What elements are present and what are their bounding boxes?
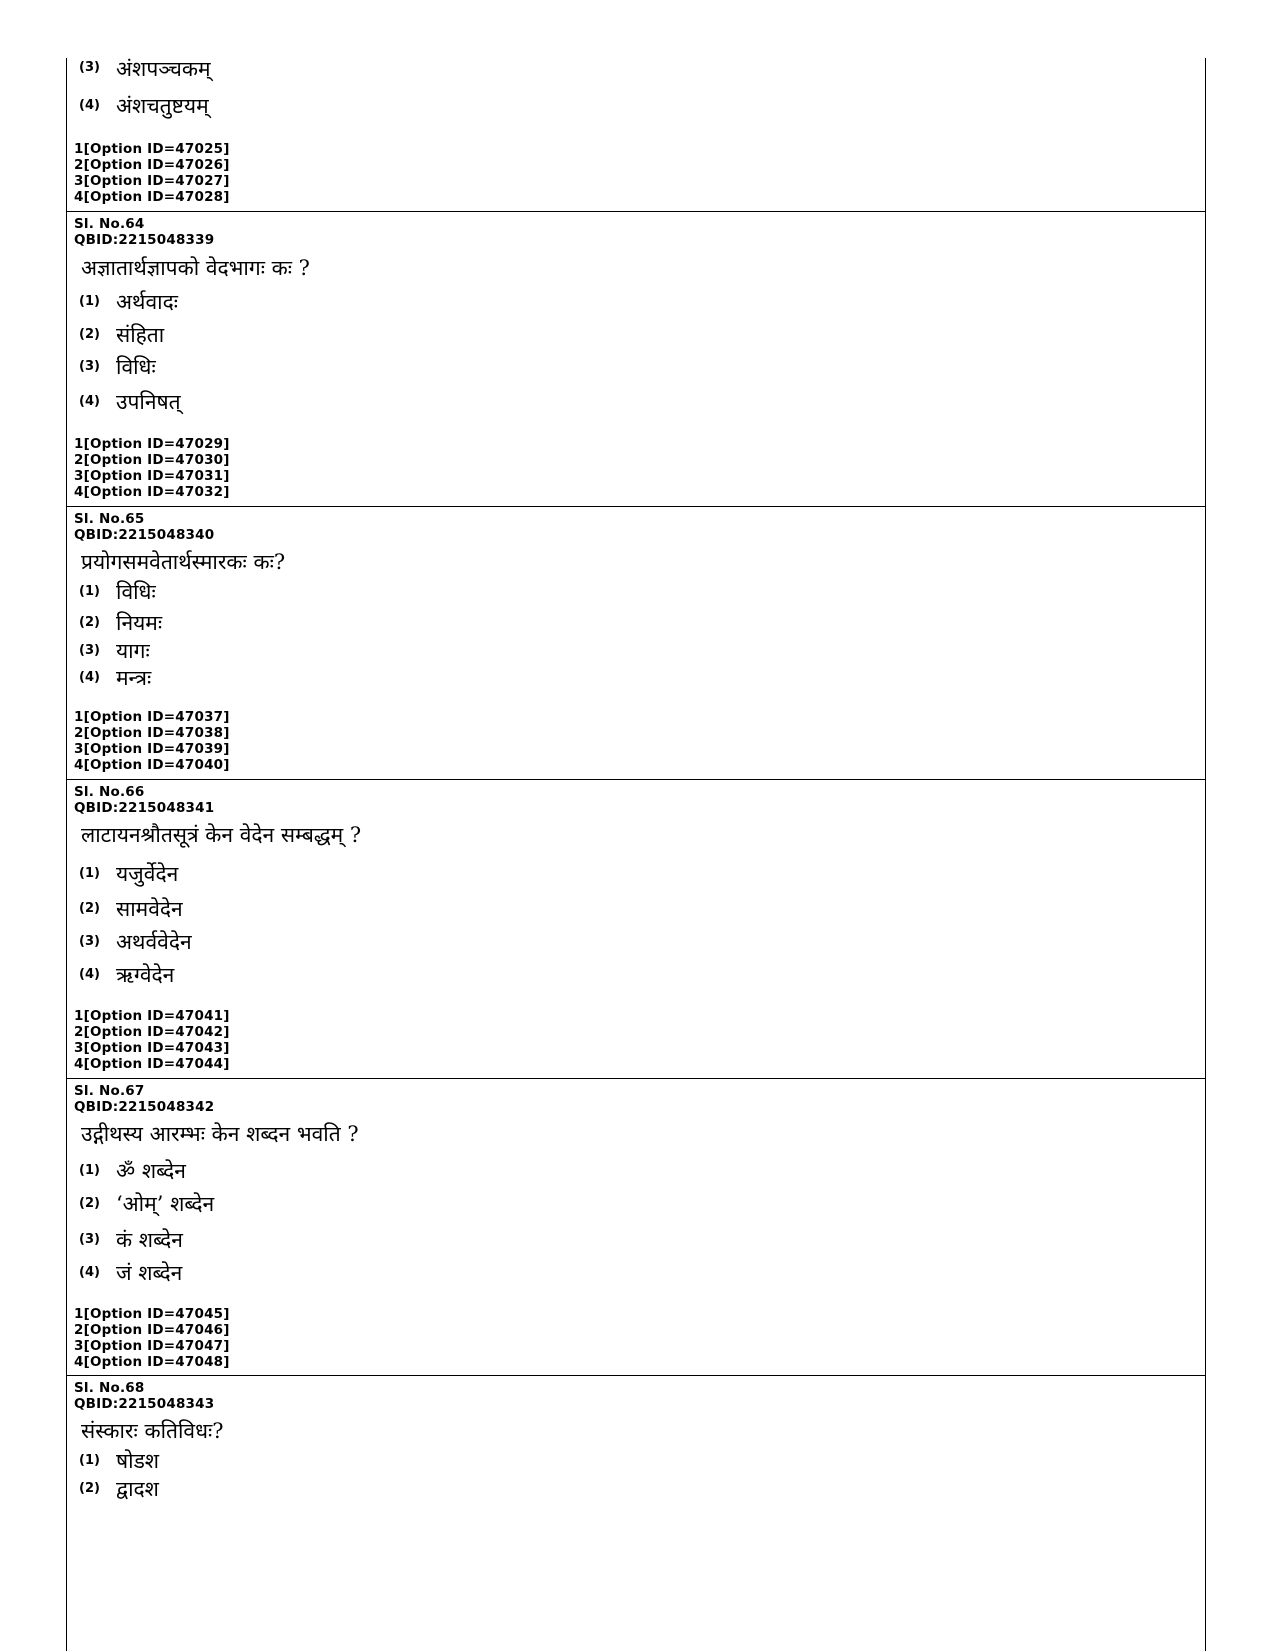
option-text: यजुर्वेदेन [116, 862, 179, 886]
question-text: अज्ञातार्थज्ञापको वेदभागः कः ? [81, 256, 310, 280]
qbid: QBID:2215048343 [74, 1396, 215, 1412]
option-number: (4) [79, 394, 100, 409]
option-number: (1) [79, 294, 100, 309]
option-text: अर्थवादः [116, 290, 178, 314]
question-text: प्रयोगसमवेतार्थस्मारकः कः? [81, 550, 286, 574]
serial-number: Sl. No.66 [74, 784, 145, 800]
option-id: 1[Option ID=47045] [74, 1306, 230, 1322]
option-number: (3) [79, 359, 100, 374]
option-number: (4) [79, 670, 100, 685]
option-number: (4) [79, 1265, 100, 1280]
option-id: 2[Option ID=47046] [74, 1322, 230, 1338]
question-block-65 [67, 507, 1205, 780]
question-text: लाटायनश्रौतसूत्रं केन वेदेन सम्बद्धम् ? [81, 823, 362, 847]
option-id: 4[Option ID=47040] [74, 757, 230, 773]
serial-number: Sl. No.64 [74, 216, 145, 232]
option-id-list [74, 141, 230, 205]
option-text: ‘ओम्’ शब्देन [116, 1192, 215, 1216]
option-number: (2) [79, 615, 100, 630]
option-text: नियमः [116, 611, 163, 635]
option-id: 4[Option ID=47044] [74, 1056, 230, 1072]
option-id-list [74, 436, 230, 500]
question-block-64 [67, 212, 1205, 507]
question-block-63 [67, 58, 1205, 212]
option-id: 3[Option ID=47043] [74, 1040, 230, 1056]
option-number: (2) [79, 1481, 100, 1496]
qbid: QBID:2215048339 [74, 232, 215, 248]
option-number: (1) [79, 1453, 100, 1468]
option-text: द्वादश [116, 1477, 159, 1501]
option-number: (2) [79, 1196, 100, 1211]
option-id: 4[Option ID=47048] [74, 1354, 230, 1370]
serial-number: Sl. No.67 [74, 1083, 145, 1099]
qbid: QBID:2215048342 [74, 1099, 215, 1115]
option-id: 3[Option ID=47027] [74, 173, 230, 189]
option-id-list [74, 709, 230, 773]
question-block-68 [67, 1376, 1205, 1651]
option-id: 1[Option ID=47025] [74, 141, 230, 157]
option-text: ॐ शब्देन [116, 1159, 186, 1183]
option-id: 2[Option ID=47030] [74, 452, 230, 468]
option-number: (2) [79, 327, 100, 342]
option-number: (1) [79, 1163, 100, 1178]
option-text: यागः [116, 639, 150, 663]
serial-number: Sl. No.65 [74, 511, 145, 527]
option-number: (4) [79, 98, 100, 113]
option-id: 2[Option ID=47042] [74, 1024, 230, 1040]
option-text: ऋग्वेदेन [116, 963, 175, 987]
option-number: (3) [79, 60, 100, 75]
option-text: सामवेदेन [116, 897, 183, 921]
option-id: 4[Option ID=47028] [74, 189, 230, 205]
option-text: जं शब्देन [116, 1261, 183, 1285]
option-number: (4) [79, 967, 100, 982]
qbid: QBID:2215048341 [74, 800, 215, 816]
option-number: (3) [79, 934, 100, 949]
option-text: षोडश [116, 1449, 160, 1473]
serial-number: Sl. No.68 [74, 1380, 145, 1396]
option-id: 1[Option ID=47037] [74, 709, 230, 725]
option-text: अंशचतुष्टयम् [116, 94, 209, 118]
question-paper-frame [66, 58, 1206, 1651]
option-text: अथर्ववेदेन [116, 930, 192, 954]
option-id: 3[Option ID=47047] [74, 1338, 230, 1354]
option-id: 2[Option ID=47026] [74, 157, 230, 173]
option-id: 2[Option ID=47038] [74, 725, 230, 741]
option-id: 1[Option ID=47041] [74, 1008, 230, 1024]
option-id-list [74, 1306, 230, 1370]
option-id: 1[Option ID=47029] [74, 436, 230, 452]
option-text: संहिता [116, 323, 165, 347]
option-text: विधिः [116, 355, 156, 379]
option-text: मन्त्रः [116, 666, 152, 690]
question-text: उद्गीथस्य आरम्भः केन शब्दन भवति ? [81, 1122, 359, 1146]
option-text: विधिः [116, 580, 156, 604]
option-id: 3[Option ID=47039] [74, 741, 230, 757]
option-id-list [74, 1008, 230, 1072]
qbid: QBID:2215048340 [74, 527, 215, 543]
option-id: 3[Option ID=47031] [74, 468, 230, 484]
option-number: (2) [79, 901, 100, 916]
question-text: संस्कारः कतिविधः? [81, 1419, 224, 1443]
option-number: (3) [79, 1232, 100, 1247]
option-number: (3) [79, 643, 100, 658]
option-number: (1) [79, 866, 100, 881]
question-block-66 [67, 780, 1205, 1079]
option-text: अंशपञ्चकम् [116, 57, 211, 81]
option-number: (1) [79, 584, 100, 599]
option-id: 4[Option ID=47032] [74, 484, 230, 500]
question-block-67 [67, 1079, 1205, 1376]
option-text: उपनिषत् [116, 390, 181, 414]
option-text: कं शब्देन [116, 1228, 183, 1252]
